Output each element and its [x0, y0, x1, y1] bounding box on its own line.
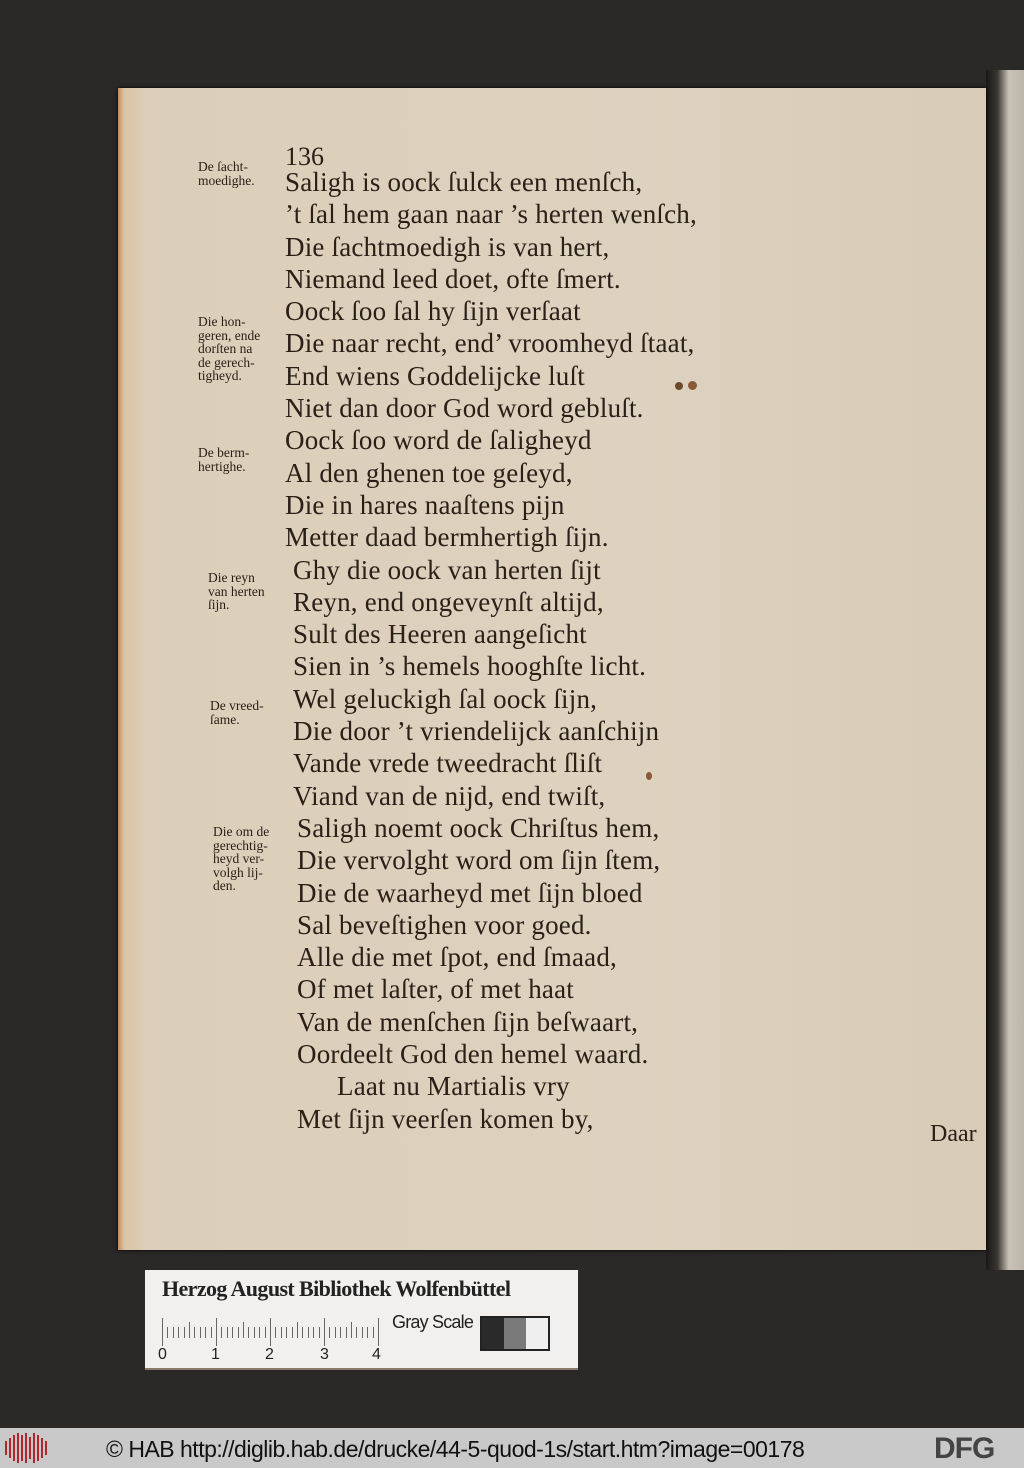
ruler-tick [200, 1327, 201, 1338]
gray-swatch [504, 1318, 526, 1349]
ruler-tick [243, 1322, 244, 1338]
ruler [162, 1314, 380, 1342]
ruler-number: 4 [372, 1346, 381, 1363]
ruler-tick [205, 1327, 206, 1338]
verse-line: Niemand leed doet, ofte ſmert. [285, 263, 621, 294]
ruler-number: 2 [265, 1346, 274, 1363]
ruler-tick [340, 1327, 341, 1338]
verse-line: Wel geluckigh ſal oock ſijn, [293, 683, 598, 714]
ruler-tick [335, 1327, 336, 1338]
poem-text [285, 166, 697, 1135]
verse-line: Oordeelt God den hemel waard. [297, 1039, 649, 1070]
ruler-number: 0 [158, 1346, 167, 1363]
verse-line: Metter daad bermhertigh ſijn. [285, 522, 609, 553]
ruler-tick [324, 1318, 325, 1346]
ruler-tick [221, 1327, 222, 1338]
verse-line: Die vervolght word om ſijn ſtem, [297, 845, 661, 876]
ruler-tick [329, 1327, 330, 1338]
ruler-tick [351, 1322, 352, 1338]
verse-line: Oock ſoo word de ſaligheyd [285, 425, 592, 456]
footer-bar [0, 1428, 1024, 1468]
logo-bar [21, 1435, 23, 1461]
logo-bar [13, 1435, 15, 1461]
ruler-tick [178, 1327, 179, 1338]
margin-note: De ſacht- moedighe. [198, 159, 255, 188]
stain-spot [688, 381, 697, 390]
ruler-tick [248, 1327, 249, 1338]
logo-bar [5, 1441, 7, 1455]
stain-spot [646, 772, 652, 780]
ruler-tick [232, 1327, 233, 1338]
margin-note: Die om de gerechtig- heyd ver- volgh lij- den. [213, 824, 270, 893]
ruler-number: 3 [320, 1346, 329, 1363]
verse-line: Die naar recht, end’ vroomheyd ſtaat, [285, 328, 695, 359]
verse-line: Of met laſter, of met haat [297, 974, 575, 1005]
ruler-tick [373, 1327, 374, 1338]
verse-line: Sult des Heeren aangeſicht [293, 619, 587, 650]
ruler-tick [270, 1318, 271, 1346]
logo-bar [37, 1435, 39, 1461]
ruler-number: 1 [211, 1346, 220, 1363]
catchword: Daar [930, 1121, 977, 1147]
verse-line: Die ſachtmoedigh is van hert, [285, 231, 610, 262]
margin-note: De berm- hertighe. [198, 445, 250, 474]
ruler-tick [173, 1327, 174, 1338]
verse-line: End wiens Goddelijcke luſt [285, 360, 585, 391]
ruler-tick [254, 1327, 255, 1338]
verse-line: Saligh noemt oock Chriſtus hem, [297, 812, 660, 843]
logo-bar [33, 1433, 35, 1463]
verse-line: Vande vrede tweedracht ſliſt [293, 748, 603, 779]
ruler-tick [313, 1327, 314, 1338]
ruler-tick [162, 1318, 163, 1346]
verse-line: Al den ghenen toe geſeyd, [285, 457, 573, 488]
verse-line: Sien in ’s hemels hooghſte licht. [293, 651, 647, 682]
ruler-tick [189, 1322, 190, 1338]
logo-bar [45, 1441, 47, 1455]
margin-note: Die reyn van herten ſijn. [208, 570, 265, 612]
logo-bar [9, 1438, 11, 1458]
ruler-tick [346, 1327, 347, 1338]
ruler-tick [356, 1327, 357, 1338]
verse-line: Ghy die oock van herten ſijt [293, 554, 601, 585]
verse-line: Met ſijn veerſen komen by, [297, 1103, 594, 1134]
verse-line: Laat nu Martialis vry [337, 1071, 570, 1102]
verse-line: Reyn, end ongeveynſt altijd, [293, 586, 604, 617]
verse-line: Die door ’t vriendelijck aanſchijn [293, 716, 660, 747]
dfg-logo: DFG [934, 1432, 995, 1465]
ruler-tick [265, 1327, 266, 1338]
ruler-tick [184, 1327, 185, 1338]
verse-line: Niet dan door God word gebluſt. [285, 393, 644, 424]
ruler-tick [216, 1318, 217, 1346]
verse-line: ’t ſal hem gaan naar ’s herten wenſch, [285, 199, 697, 230]
ruler-tick [259, 1327, 260, 1338]
ruler-tick [286, 1327, 287, 1338]
logo-bar [25, 1433, 27, 1463]
gray-scale-swatch [480, 1316, 550, 1351]
copyright-url: © HAB http://diglib.hab.de/drucke/44-5-quod-1s/start.htm?image=00178 [106, 1436, 805, 1462]
verse-line: Die in hares naaſtens pijn [285, 489, 565, 520]
verse-line: Saligh is oock ſulck een menſch, [285, 167, 643, 197]
ruler-tick [227, 1327, 228, 1338]
margin-note: De vreed- ſame. [210, 698, 264, 727]
margin-note: Die hon- geren, ende dorſten na de gerech- tigheyd. [198, 314, 261, 383]
verse-line: Viand van de nijd, end twiſt, [293, 780, 606, 811]
verse-line: Alle die met ſpot, end ſmaad, [297, 942, 617, 973]
ruler-tick [319, 1327, 320, 1338]
ruler-tick [378, 1318, 379, 1346]
logo-bar [41, 1438, 43, 1458]
ruler-tick [308, 1327, 309, 1338]
gray-swatch [482, 1318, 504, 1349]
verse-line: Sal beveſtighen voor goed. [297, 909, 592, 940]
logo-bar [29, 1437, 31, 1459]
ruler-tick [302, 1327, 303, 1338]
ruler-tick [167, 1327, 168, 1338]
ruler-tick [238, 1327, 239, 1338]
gray-scale-label: Gray Scale [392, 1312, 474, 1332]
page-number: 136 [285, 142, 324, 171]
ruler-tick [362, 1327, 363, 1338]
verse-line: Oock ſoo ſal hy ſijn verſaat [285, 296, 581, 327]
gray-swatch [526, 1318, 548, 1349]
library-color-scale-label [145, 1270, 578, 1370]
ruler-tick [281, 1327, 282, 1338]
ruler-tick [367, 1327, 368, 1338]
logo-bar [17, 1433, 19, 1463]
library-name: Herzog August Bibliothek Wolfenbüttel [162, 1276, 511, 1301]
adjacent-page-edge [986, 70, 1024, 1270]
ruler-tick [292, 1327, 293, 1338]
ruler-tick [194, 1327, 195, 1338]
ruler-tick [275, 1327, 276, 1338]
verse-line: Die de waarheyd met ſijn bloed [297, 877, 643, 908]
ruler-tick [211, 1327, 212, 1338]
ruler-tick [297, 1322, 298, 1338]
verse-line: Van de menſchen ſijn beſwaart, [297, 1006, 639, 1037]
stain-spot [675, 382, 683, 390]
hab-logo-icon [5, 1433, 47, 1463]
